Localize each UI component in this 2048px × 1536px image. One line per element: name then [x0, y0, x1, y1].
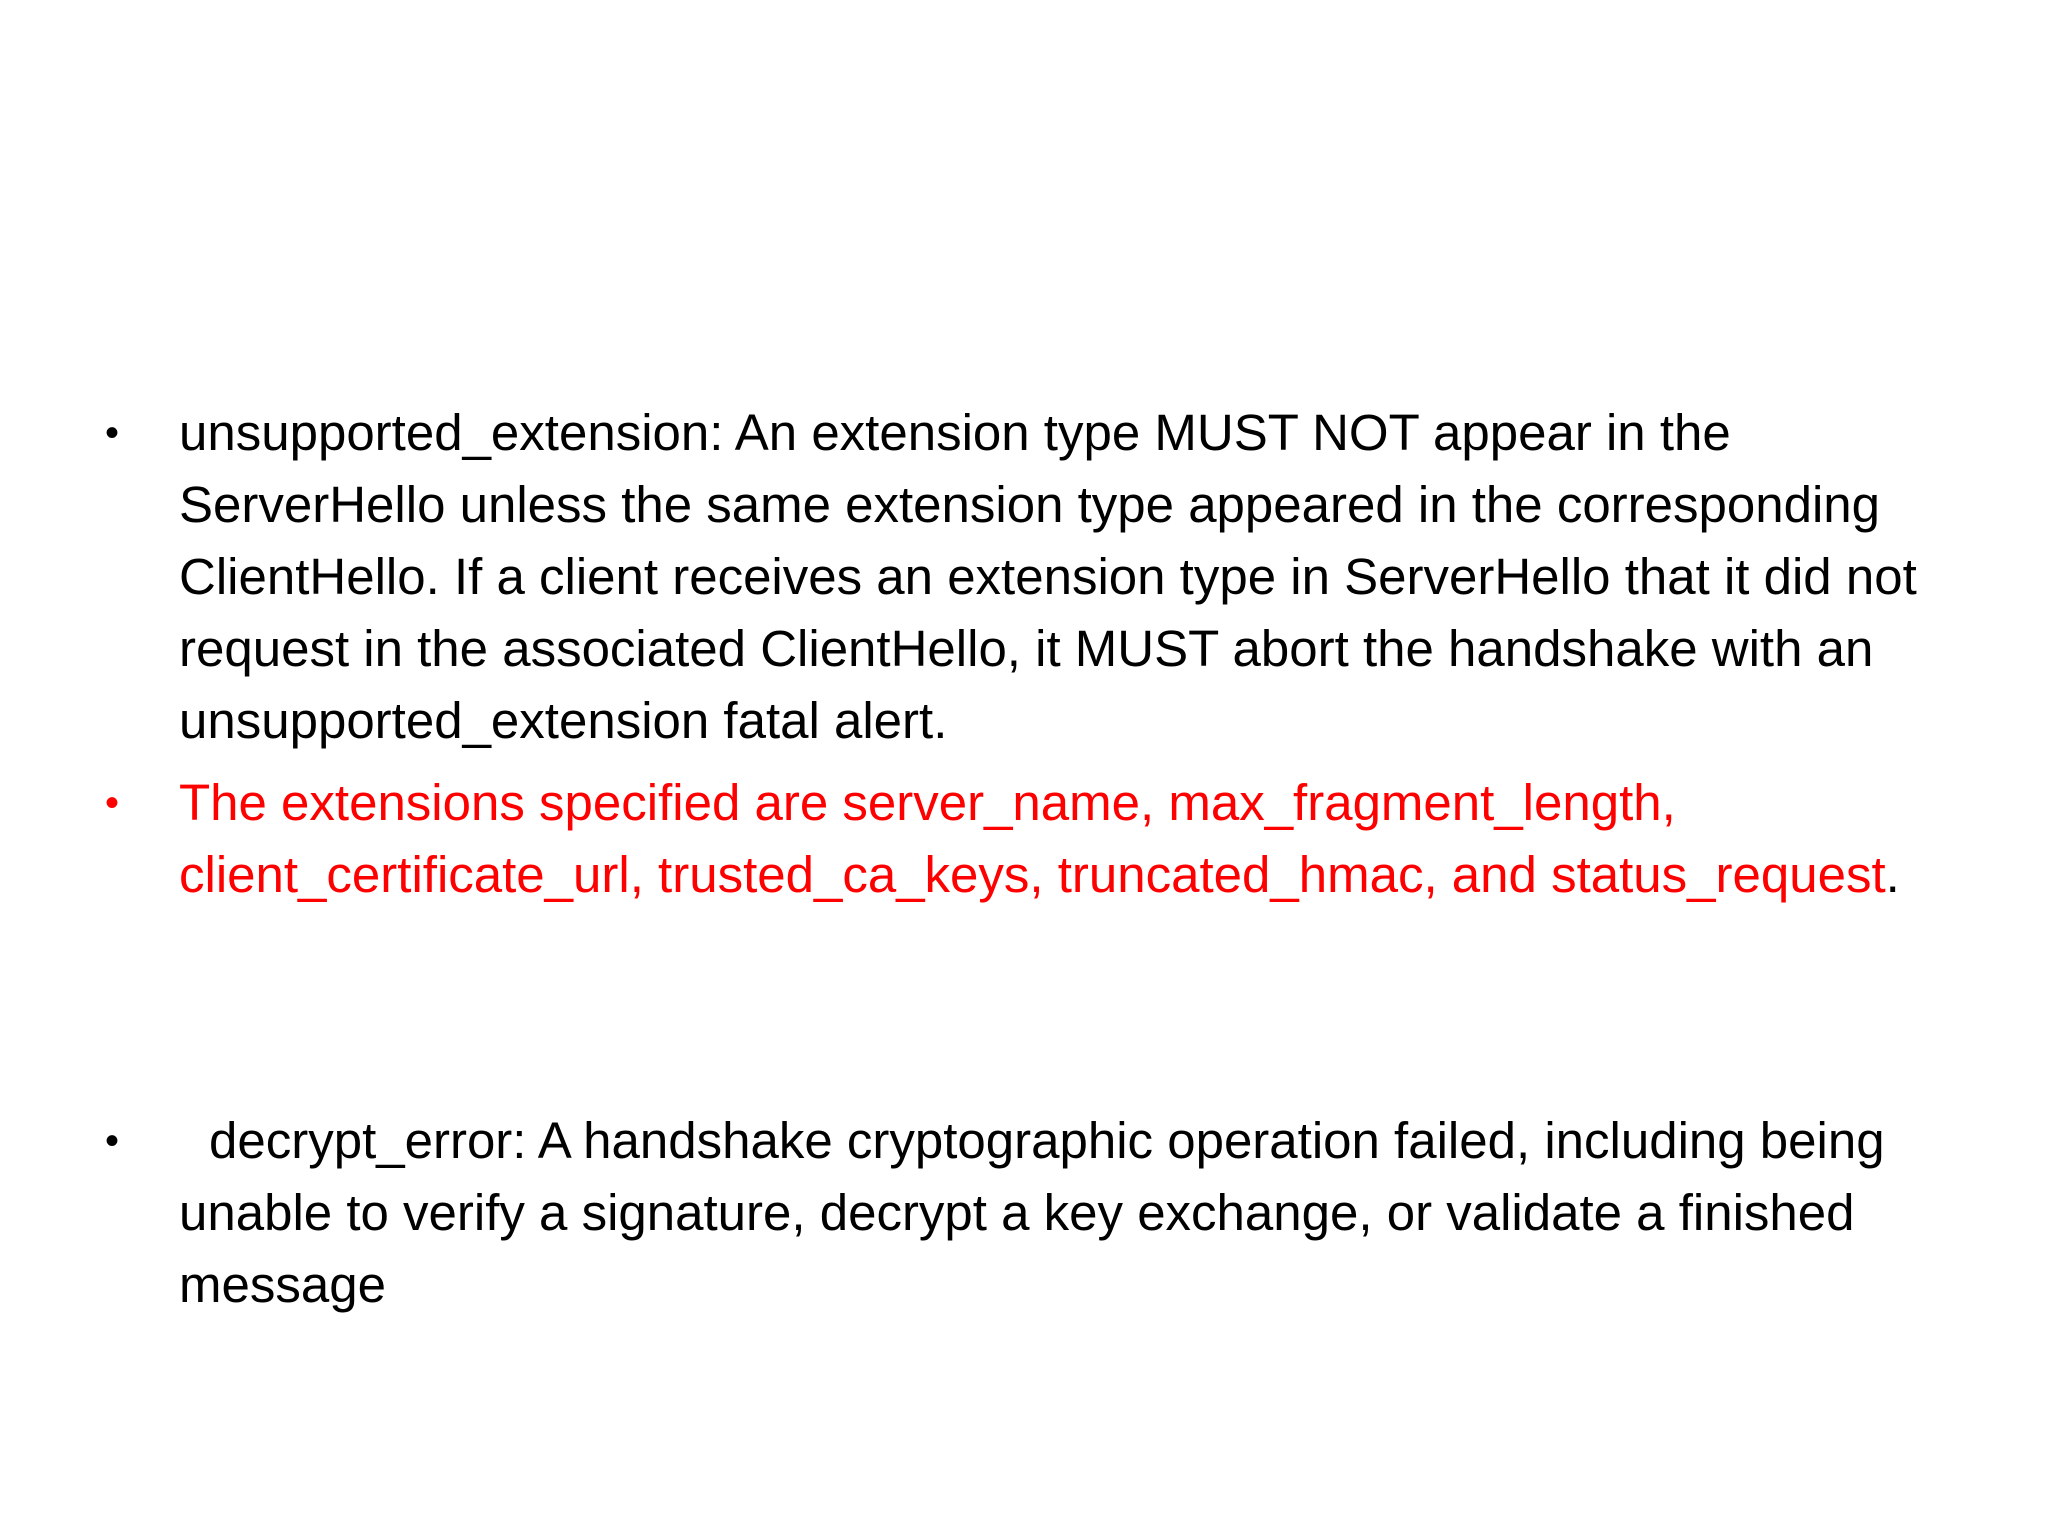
bullet-decrypt-error: [105, 1105, 1965, 1321]
bullet-extensions-specified: [105, 767, 1965, 911]
bullet-dot-icon: •: [105, 411, 120, 455]
bullet-list: [105, 397, 1965, 1321]
bullet-text: unsupported_extension: An extension type MUST NOT appear in the ServerHello unless the same extension type appeared in the corresponding ClientHello. If a client receives an extension type in ServerHello that it did not request in the associated ClientHello, it MUST abort the handshake with an unsupported_extension fatal alert.: [179, 404, 1917, 749]
bullet-text: The extensions specified are server_name, max_fragment_length, client_certificate_url, trusted_ca_keys, truncated_hmac, and status_request: [179, 774, 1886, 903]
bullet-text: decrypt_error: A handshake cryptographic operation failed, including being unable to verify a signature, decrypt a key exchange, or validate a finished message: [179, 1112, 1885, 1313]
bullet-tail-period: .: [1885, 846, 1900, 903]
bullet-unsupported-extension: [105, 397, 1965, 757]
bullet-dot-icon: •: [105, 781, 120, 825]
bullet-dot-icon: •: [105, 1119, 120, 1163]
